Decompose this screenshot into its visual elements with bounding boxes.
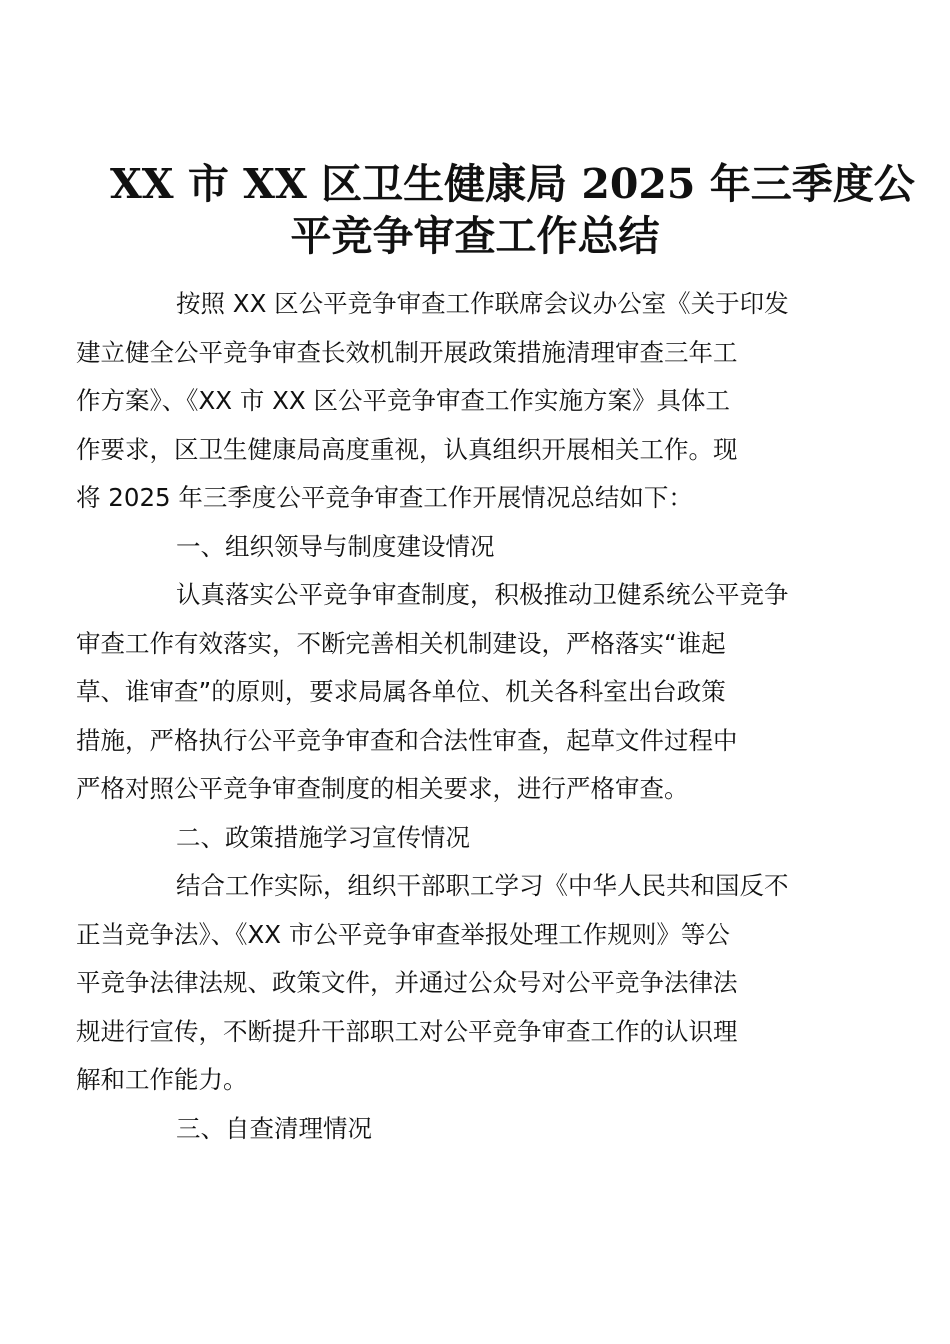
text-line: 作方案》、《XX 市 XX 区公平竞争审查工作实施方案》具体工 <box>76 386 730 415</box>
title-line-2: 平竞争审查工作总结 <box>290 212 660 260</box>
text-line: 结合工作实际，组织干部职工学习《中华人民共和国反不 <box>176 871 789 900</box>
section-2-paragraph <box>76 862 831 1105</box>
intro-paragraph <box>76 280 831 523</box>
text-line: 认真落实公平竞争审查制度，积极推动卫健系统公平竞争 <box>176 580 789 609</box>
text-line: 按照 XX 区公平竞争审查工作联席会议办公室《关于印发 <box>176 289 789 318</box>
text-line: 作要求，区卫生健康局高度重视，认真组织开展相关工作。现 <box>76 434 738 464</box>
text-line: 解和工作能力。 <box>76 1065 248 1094</box>
text-line: 建立健全公平竞争审查长效机制开展政策措施清理审查三年工 <box>76 337 738 367</box>
text-line: 正当竞争法》、《XX 市公平竞争审查举报处理工作规则》等公 <box>76 919 730 949</box>
section-1-paragraph <box>76 571 831 814</box>
section-1-heading: 一、组织领导与制度建设情况 <box>176 531 495 561</box>
text-line: 将 2025 年三季度公平竞争审查工作开展情况总结如下： <box>76 483 693 512</box>
section-3-heading: 三、自查清理情况 <box>176 1113 372 1143</box>
document-body <box>76 280 831 1153</box>
text-line: 规进行宣传，不断提升干部职工对公平竞争审查工作的认识理 <box>76 1016 738 1046</box>
text-line: 措施，严格执行公平竞争审查和合法性审查，起草文件过程中 <box>76 725 738 755</box>
title-line-1: XX 市 XX 区卫生健康局 2025 年三季度公 <box>110 160 915 208</box>
text-line: 平竞争法律法规、政策文件，并通过公众号对公平竞争法律法 <box>76 968 738 997</box>
section-2-heading: 二、政策措施学习宣传情况 <box>176 822 470 852</box>
document-title <box>110 158 915 262</box>
text-line: 严格对照公平竞争审查制度的相关要求，进行严格审查。 <box>76 774 689 803</box>
text-line: 审查工作有效落实，不断完善相关机制建设，严格落实“谁起 <box>76 628 726 658</box>
text-line: 草、谁审查”的原则，要求局属各单位、机关各科室出台政策 <box>76 677 726 706</box>
